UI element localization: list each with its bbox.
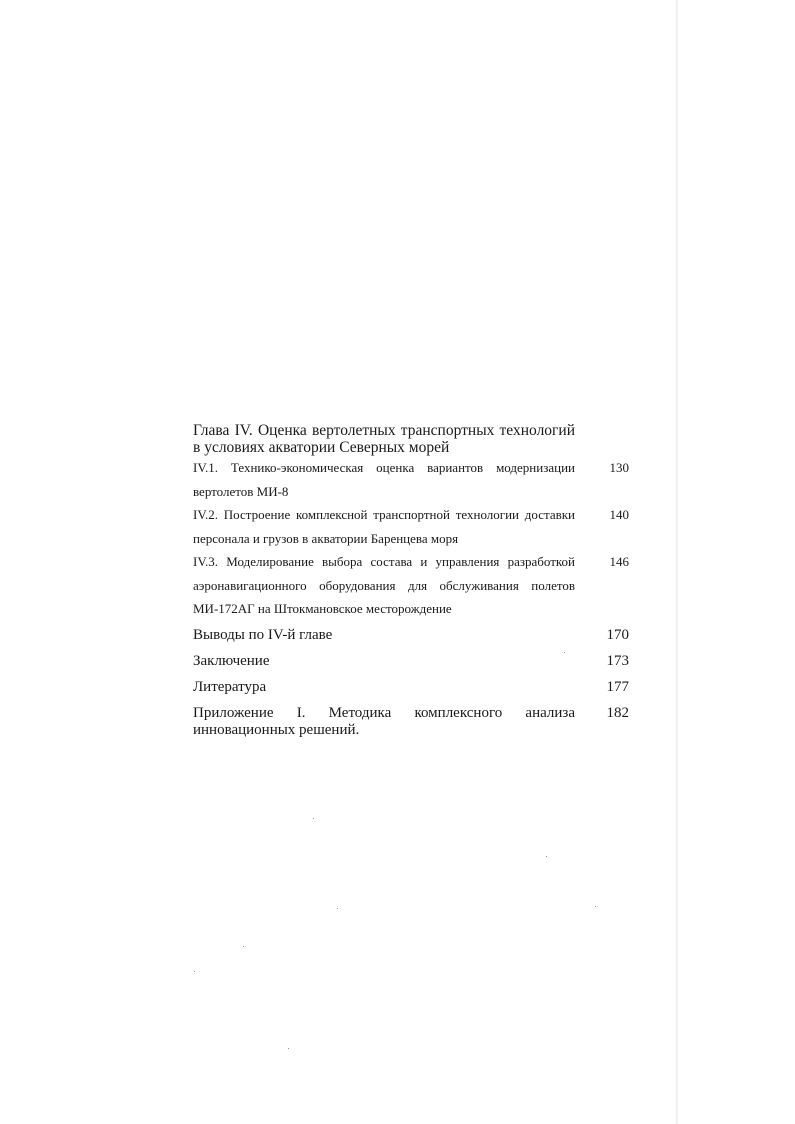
toc-entry-literature[interactable] xyxy=(193,679,629,696)
toc-entry-section-iv-2[interactable] xyxy=(193,503,629,550)
toc-entry-text xyxy=(193,503,575,550)
toc-entry-label: Заключение xyxy=(193,652,270,669)
toc-page-number: 130 xyxy=(609,460,629,475)
toc-entry-line: IV.3. Моделирование выбора состава и управления разработкой xyxy=(193,554,575,569)
scan-speck xyxy=(595,906,596,907)
toc-entry-text xyxy=(193,456,575,503)
toc-page-number: 170 xyxy=(606,626,629,643)
scan-edge xyxy=(676,0,678,1124)
scan-speck xyxy=(546,856,547,857)
toc-entry-line: МИ-172АГ на Штокмановское месторождение xyxy=(193,601,452,616)
scan-speck xyxy=(564,652,565,653)
table-of-contents xyxy=(193,422,629,739)
toc-entry-line: аэронавигационного оборудования для обслуживания полетов xyxy=(193,577,575,593)
toc-entry-text xyxy=(193,550,575,621)
toc-page-number: 177 xyxy=(606,678,629,695)
toc-entry-line: IV.1. Технико-экономическая оценка вариантов модернизации xyxy=(193,460,575,475)
toc-page-number: 146 xyxy=(609,554,629,569)
toc-page-number: 140 xyxy=(609,507,629,522)
toc-entry-appendix-i[interactable] xyxy=(193,705,629,739)
toc-page-number: 182 xyxy=(606,704,629,721)
toc-entry-line: инновационных решений. xyxy=(193,721,360,738)
chapter-heading-line-2: в условиях акватории Северных морей xyxy=(193,439,450,456)
scan-speck xyxy=(243,946,244,947)
chapter-heading xyxy=(193,422,575,456)
scan-speck xyxy=(337,908,338,909)
toc-entry-section-iv-1[interactable] xyxy=(193,456,629,503)
toc-entry-line: персонала и грузов в акватории Баренцева моря xyxy=(193,530,459,546)
scan-speck xyxy=(313,818,314,819)
chapter-heading-line-1: Глава IV. Оценка вертолетных транспортных технологий xyxy=(193,422,575,439)
scan-speck xyxy=(288,1048,289,1049)
scan-speck xyxy=(194,971,195,972)
toc-entry-line: IV.2. Построение комплексной транспортной технологии доставки xyxy=(193,507,575,522)
toc-entry-line: Приложение I. Методика комплексного анализа xyxy=(193,704,575,721)
toc-entry-label: Литература xyxy=(193,678,267,695)
toc-entry-line: вертолетов МИ-8 xyxy=(193,483,289,499)
toc-entry-conclusion[interactable] xyxy=(193,653,629,670)
toc-entry-section-iv-3[interactable] xyxy=(193,550,629,621)
toc-entry-chapter-conclusions[interactable] xyxy=(193,627,629,644)
toc-page-number: 173 xyxy=(606,652,629,669)
toc-entry-label: Выводы по IV-й главе xyxy=(193,626,333,643)
toc-entry-text xyxy=(193,705,575,739)
